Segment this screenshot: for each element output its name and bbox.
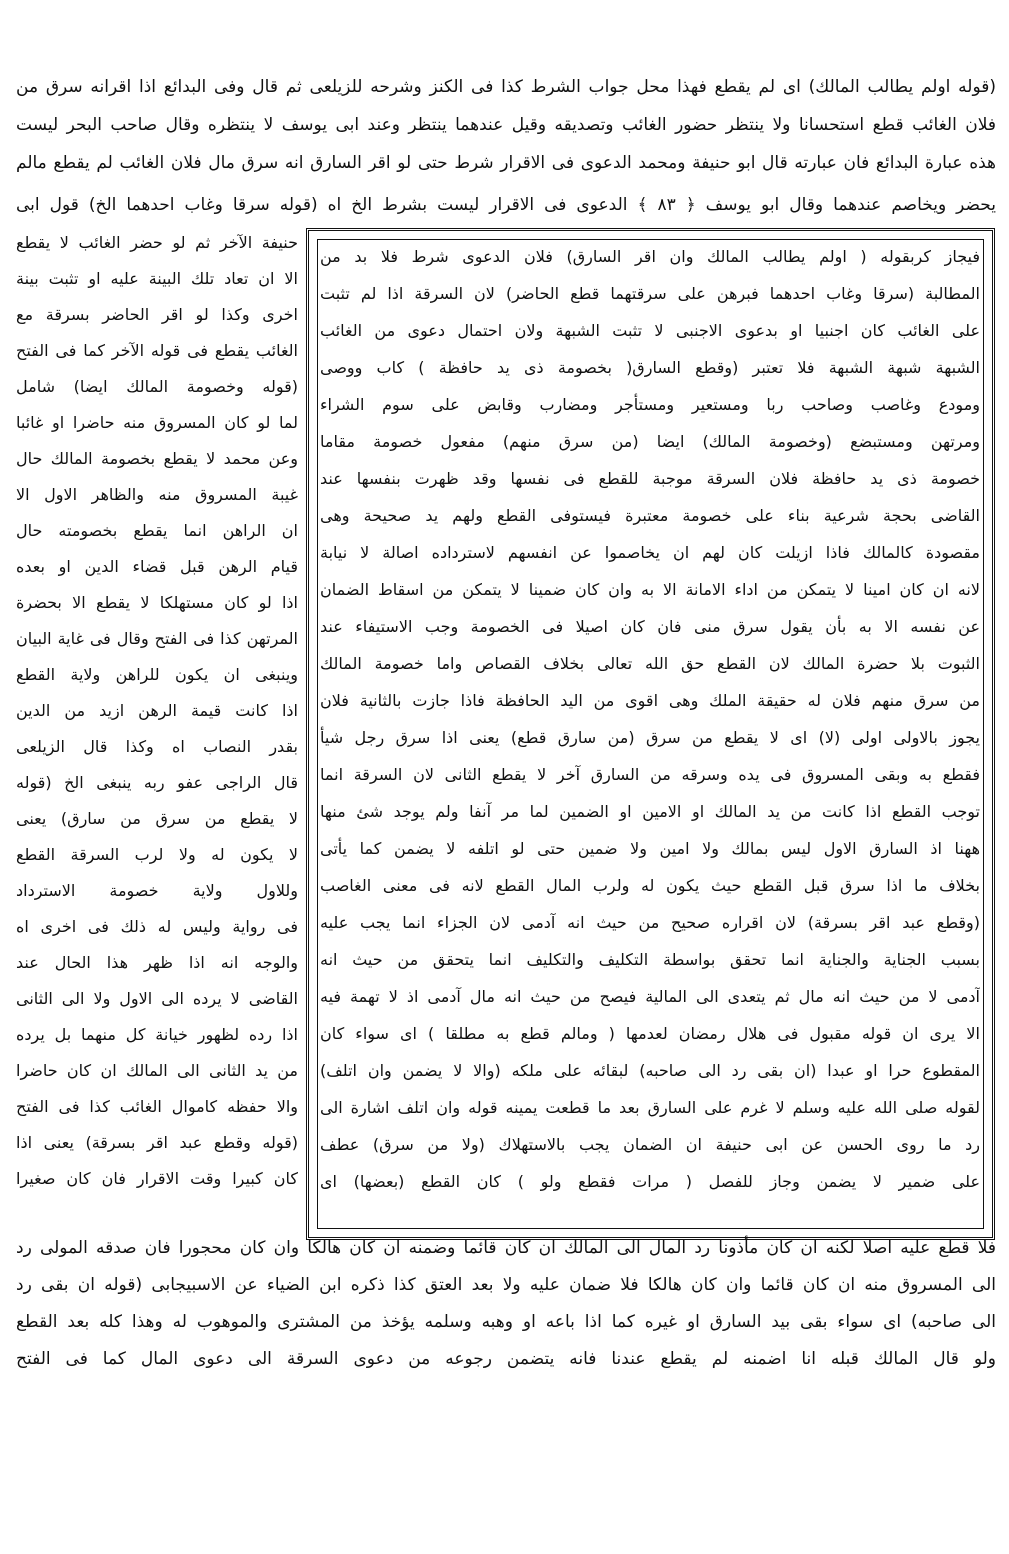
margin-line: (قوله وخصومة المالك ايضا) شامل <box>16 377 298 396</box>
main-line: من سرق منهم فلان له حقيقة الملك وهى اقوى من اليد الحافظة فاذا جازت بالثانية فلان <box>320 691 980 710</box>
margin-line: وللاول ولاية خصومة الاسترداد <box>16 881 298 900</box>
main-line: مقصودة كالمالك فاذا ازيلت كان لهم ان يخاصموا عن انفسهم لاسترداده اصالة لا نيابة <box>320 543 980 562</box>
margin-line: (قوله وقطع عبد اقر بسرقة) يعنى اذا <box>16 1133 298 1152</box>
margin-line: المرتهن كذا فى الفتح وقال فى غاية البيان <box>16 629 298 648</box>
margin-line: قيام الرهن قبل قضاء الدين او بعده <box>16 557 298 576</box>
main-line: المقطوع حرا او عبدا (ان بقى رد الى صاحبه) لبقائه على ملكه (والا لا يضمن وان اتلف) <box>320 1061 980 1080</box>
main-line: بسبب الجناية والجناية انما تحقق بواسطة التكليف والتكليف انما يتحقق من حيث انه <box>320 950 980 969</box>
margin-line: اذا كانت قيمة الرهن ازيد من الدين <box>16 701 298 720</box>
margin-line: اذا رده لظهور خيانة كل منهما بل يرده <box>16 1025 298 1044</box>
main-line: الا يرى ان قوله مقبول فى هلال رمضان لعدمها ( ومالم قطع به مطلقا ) اى سواء كان <box>320 1024 980 1043</box>
margin-line: وينبغى ان يكون للراهن ولاية القطع <box>16 665 298 684</box>
main-line: ومرتهن ومستبضع (وخصومة المالك) ايضا (من سرق منهم) مفعول خصومة مقاما <box>320 432 980 451</box>
main-line: القاضى بحجة شرعية بناء على خصومة معتبرة فيستوفى القطع ولهم يد صحيحة وهى <box>320 506 980 525</box>
margin-line: غيبة المسروق منه والظاهر الاول الا <box>16 485 298 504</box>
main-line: توجب القطع اذا كانت من يد المالك او الامين او الضمين لما مر آنفا ولم يوجد شئ منها <box>320 802 980 821</box>
main-line: بخلاف ما اذا سرق قبل القطع حيث يكون له ولرب المال القطع لانه فى معنى الغاصب <box>320 876 980 895</box>
main-line: (وقطع عبد اقر بسرقة) لان اقراره صحيح من حيث انه آدمى لان الجزاء انما يجب عليه <box>320 913 980 932</box>
main-line: خصومة ذى يد حافظة فلان السرقة موجبة للقطع فى نفسها وقد ظهرت بنفسها عند <box>320 469 980 488</box>
margin-line: لما لو كان المسروق منه حاضرا او غائبا <box>16 413 298 432</box>
main-line: ههنا اذ السارق الاول ليس بمالك ولا امين ولا ضمين حتى لو اتلفه لا يضمن كما يأتى <box>320 839 980 858</box>
margin-line: اذا لو كان مستهلكا لا يقطع الا بحضرة <box>16 593 298 612</box>
main-line: يجوز بالاولى اولى (لا) اى لا يقطع من سرق (من سارق قطع) يعنى اذا سرق رجل شيأ <box>320 728 980 747</box>
main-line: المطالبة (سرقا وغاب احدهما فبرهن على سرقتهما قطع الحاضر) لان السرقة اذا لم تثبت <box>320 284 980 303</box>
margin-line: لا يقطع من سرق من سارق) يعنى <box>16 809 298 828</box>
main-line: آدمى لا من حيث انه مال ثم يتعدى الى المالية فيصح من حيث انه مال آدمى اذ لا تهمة فيه <box>320 987 980 1006</box>
margin-line: الا ان تعاد تلك البينة عليه او تثبت بينة <box>16 269 298 288</box>
margin-line: القاضى لا يرده الى الاول ولا الى الثانى <box>16 989 298 1008</box>
margin-line: بقدر النصاب اه وكذا قال الزيلعى <box>16 737 298 756</box>
main-line: فيجاز كربقوله ( اولم يطالب المالك وان اقر السارق) فلان الدعوى شرط فلا بد من <box>320 247 980 266</box>
top-line-4: يحضر ويخاصم عندهما وقال ابو يوسف ﴿ ٨٣ ﴾ الدعوى فى الاقرار ليست بشرط الخ اه (قوله سرقا وغاب احدهما الخ) قول ابى <box>16 195 996 215</box>
main-line: الثبوت بلا حضرة المالك لان القطع حق الله تعالى بخلاف القصاص واما خصومة المالك <box>320 654 980 673</box>
main-line: لانه ان كان امينا لا يتمكن من اداء الامانة الا به وان كان ضمينا لا يتمكن من اسقاط الضمان <box>320 580 980 599</box>
top-line-3: هذه عبارة البدائع فان عبارته قال ابو حنيفة ومحمد الدعوى فى الاقرار شرط حتى لو اقر السارق انه سرق مال فلان الغائب لم يقطع مالم <box>16 153 996 173</box>
margin-line: والا حفظه كاموال الغائب كذا فى الفتح <box>16 1097 298 1116</box>
margin-line: كان كبيرا وقت الاقرار فان كان صغيرا <box>16 1169 298 1188</box>
margin-line: من يد الثانى الى المالك ان كان حاضرا <box>16 1061 298 1080</box>
margin-line: فى رواية وليس له ذلك فى اخرى اه <box>16 917 298 936</box>
main-line: عن نفسه الا به بأن يقول سرق منى فان كان اصيلا فى الخصومة وجب الاستيفاء عند <box>320 617 980 636</box>
margin-line: لا يكون له ولا لرب السرقة القطع <box>16 845 298 864</box>
main-line: على الغائب كان اجنبيا او بدعوى الاجنبى لا تثبت الشبهة ولان احتمال دعوى من الغائب <box>320 321 980 340</box>
main-line: الشبهة شبهة الشبهة فلا تعتبر (وقطع السارق( بخصومة ذى يد حافظة ) كاب ووصى <box>320 358 980 377</box>
main-line: ومودع وغاصب وصاحب ربا ومستعير ومستأجر ومضارب وقابض على سوم الشراء <box>320 395 980 414</box>
bottom-line-3: الى صاحبه) اى سواء بقى بيد السارق او غيره كما اذا باعه او وهبه وسلمه يؤخذ من المشترى والموهوب له وهذا كله بعد القطع <box>16 1312 996 1332</box>
margin-line: الغائب يقطع فى قوله الآخر كما فى الفتح <box>16 341 298 360</box>
main-line: على ضمير لا يضمن وجاز للفصل ( مرات فقطع ولو ) كان القطع (بعضها) اى <box>320 1172 980 1191</box>
margin-line: والوجه انه اذا ظهر هذا الحال عند <box>16 953 298 972</box>
main-line: فقطع به وبقى المسروق فى يده وسرقه من السارق آخر لا يقطع الثانى لان السرقة انما <box>320 765 980 784</box>
margin-line: اخرى وكذا لو اقر الحاضر بسرقة مع <box>16 305 298 324</box>
margin-line: قال الراجى عفو ربه ينبغى الخ (قوله <box>16 773 298 792</box>
main-line: لقوله صلى الله عليه وسلم لا غرم على السارق بعد ما قطعت يمينه قوله وان اتلف اشارة الى <box>320 1098 980 1117</box>
bottom-line-1: فلا قطع عليه اصلا لكنه ان كان مأذونا رد المال الى المالك ان كان قائما وضمنه ان كان هالكا وان كان محجورا فان صدقه المولى رد <box>16 1238 996 1258</box>
margin-line: وعن محمد لا يقطع بخصومة المالك حال <box>16 449 298 468</box>
bottom-line-4: ولو قال المالك قبله انا اضمنه لم يقطع عندنا فانه يتضمن رجوعه من دعوى السرقة الى دعوى المال كما فى الفتح <box>16 1349 996 1369</box>
margin-line: ان الراهن انما يقطع بخصومته حال <box>16 521 298 540</box>
bottom-line-2: الى المسروق منه ان كان قائما وان كان هالكا فلا ضمان عليه ولا بعد العتق كذا ذكره ابن الضياء عن الاسبيجابى (قوله ان بقى رد <box>16 1275 996 1295</box>
margin-line: حنيفة الآخر ثم لو حضر الغائب لا يقطع <box>16 233 298 252</box>
top-line-1: (قوله اولم يطالب المالك) اى لم يقطع فهذا محل جواب الشرط كذا فى الكنز وشرحه للزيلعى ثم قال وفى البدائع اذا اقرانه سرق من <box>16 77 996 97</box>
top-line-2: فلان الغائب قطع استحسانا ولا ينتظر حضور الغائب وتصديقه وقيل عندهما ينتظر وعند ابى يوسف لا ينتظره وقال صاحب البحر ليست <box>16 115 996 135</box>
main-line: رد ما روى الحسن عن ابى حنيفة ان الضمان يجب بالاستهلاك (ولا من سرق) عطف <box>320 1135 980 1154</box>
